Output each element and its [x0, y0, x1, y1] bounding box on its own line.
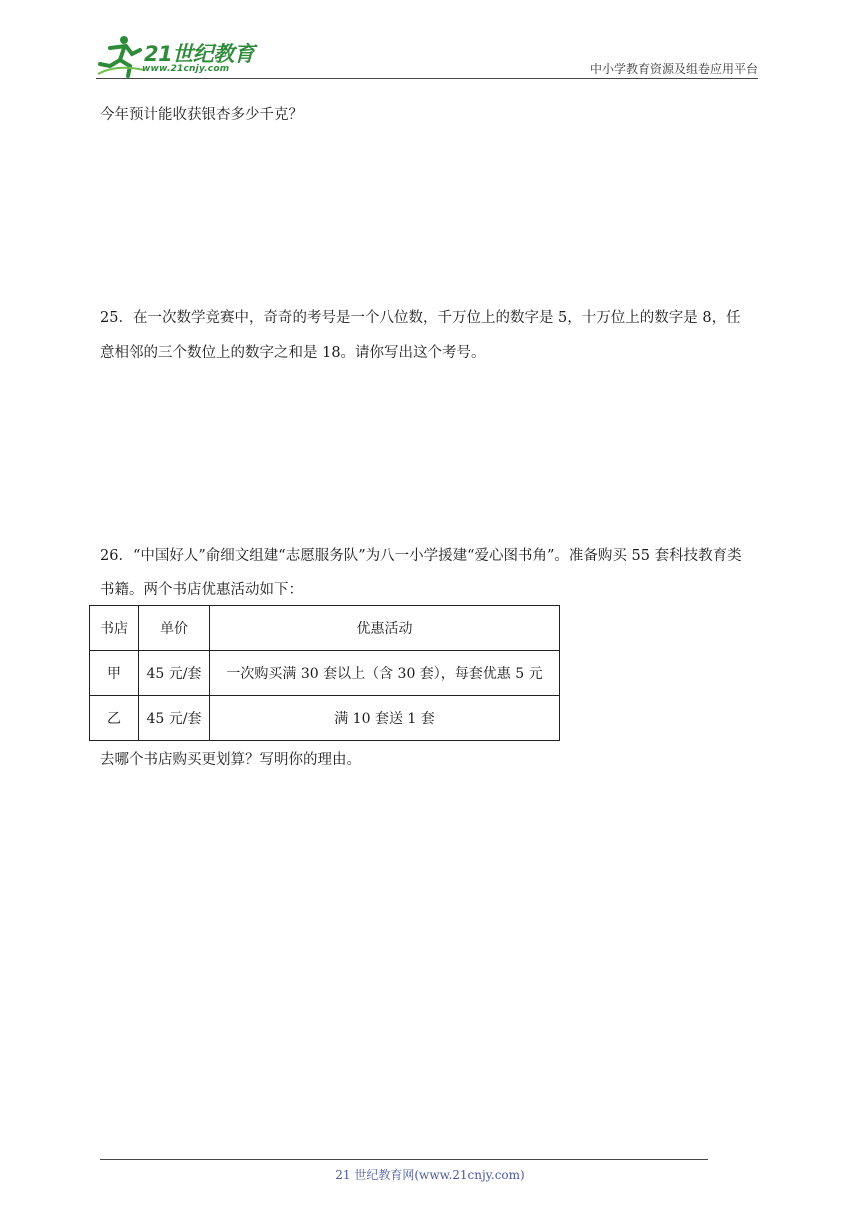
- table-header-cell: 书店: [90, 606, 139, 651]
- site-logo: [96, 34, 266, 78]
- table-header-row: [90, 606, 560, 651]
- question-24-tail: 今年预计能收获银杏多少千克？: [100, 107, 303, 123]
- table-cell: 满 10 套送 1 套: [210, 696, 560, 741]
- footer-site-link[interactable]: 21 世纪教育网(www.21cnjy.com): [335, 1168, 525, 1182]
- table-row: [90, 651, 560, 696]
- logo-text: 21世纪教育: [144, 42, 255, 66]
- logo-url: www.21cnjy.com: [142, 64, 230, 74]
- table-header-cell: 优惠活动: [210, 606, 560, 651]
- footer-divider: [100, 1159, 708, 1160]
- page-header: [96, 34, 758, 79]
- table-cell: 乙: [90, 696, 139, 741]
- table-cell: 甲: [90, 651, 139, 696]
- table-header-cell: 单价: [139, 606, 210, 651]
- header-platform-text: 中小学教育资源及组卷应用平台: [589, 62, 758, 76]
- table-row: [90, 696, 560, 741]
- question-25-line-1: 25．在一次数学竞赛中，奇奇的考号是一个八位数，千万位上的数字是 5，十万位上的数字是 8，任: [100, 310, 741, 326]
- table-cell: 一次购买满 30 套以上（含 30 套），每套优惠 5 元: [210, 651, 560, 696]
- question-25-line-2: 意相邻的三个数位上的数字之和是 18。请你写出这个考号。: [100, 345, 486, 361]
- table-cell: 45 元/套: [139, 651, 210, 696]
- store-discount-table: [89, 605, 560, 741]
- runner-logo-icon: [96, 34, 146, 78]
- question-26-line-2: 书籍。两个书店优惠活动如下：: [100, 582, 303, 598]
- question-26-prompt: 去哪个书店购买更划算？写明你的理由。: [100, 752, 361, 768]
- table-cell: 45 元/套: [139, 696, 210, 741]
- header-divider: [96, 78, 758, 79]
- question-26-line-1: 26．“中国好人”俞细文组建“志愿服务队”为八一小学援建“爱心图书角”。准备购买 55 套科技教育类: [100, 548, 742, 564]
